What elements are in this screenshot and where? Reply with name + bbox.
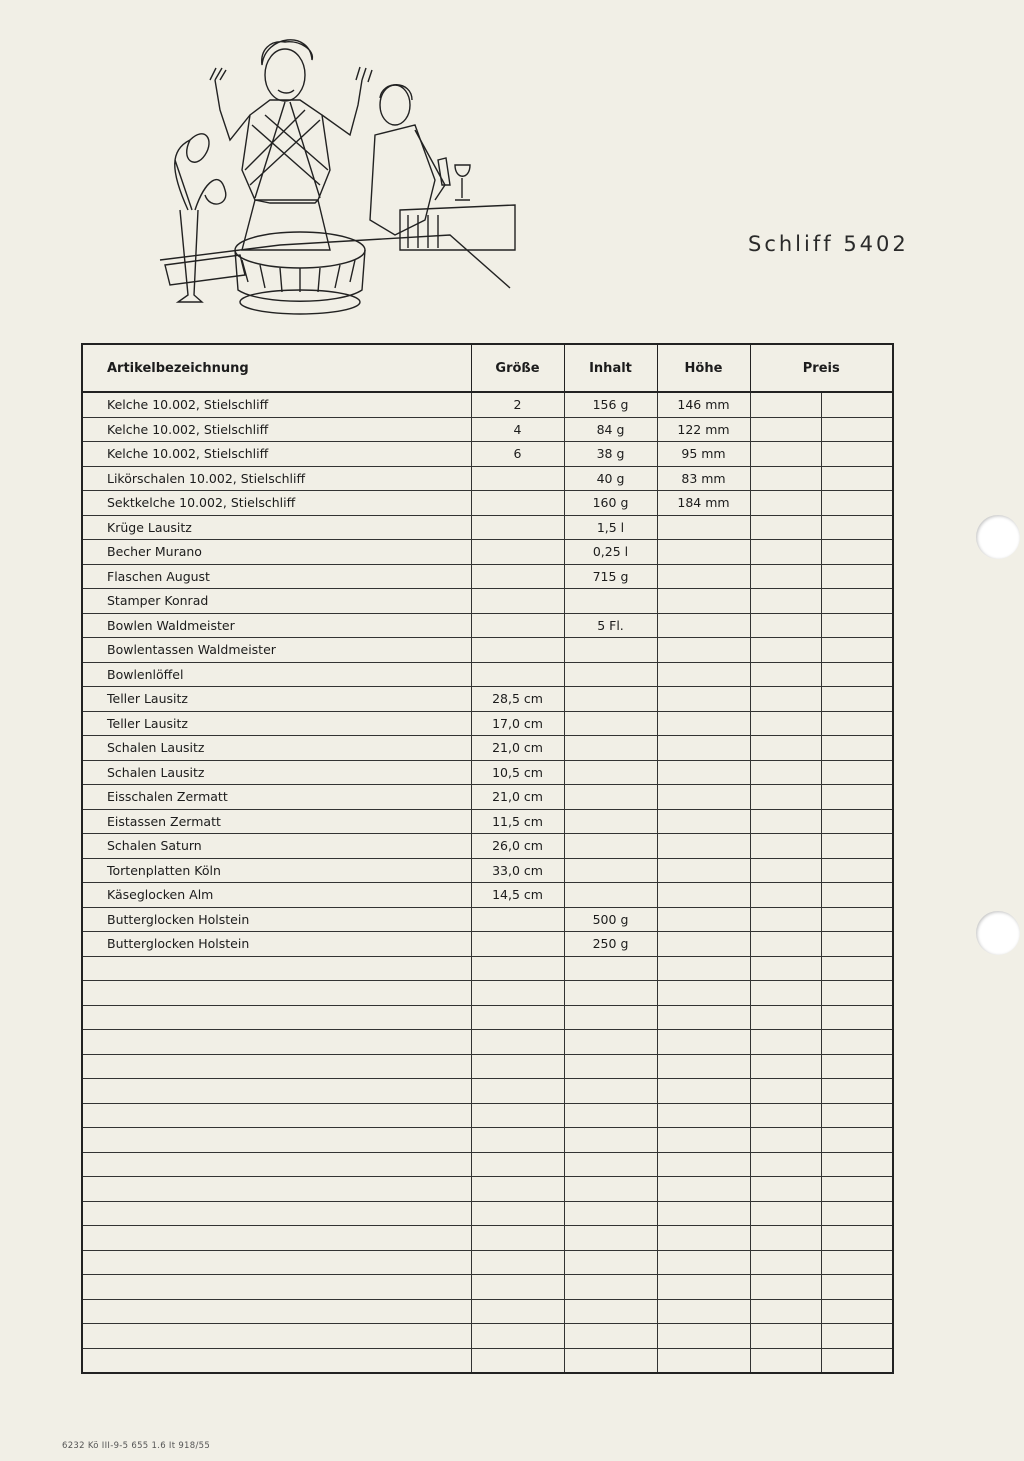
empty-table-row: [82, 1054, 893, 1079]
cell-height: [657, 834, 750, 859]
empty-cell: [657, 1177, 750, 1202]
table-row: [82, 540, 893, 565]
cell-size: [471, 932, 564, 957]
punch-hole: [976, 515, 1020, 559]
empty-cell: [82, 1128, 471, 1153]
empty-cell: [657, 1030, 750, 1055]
cell-price: [750, 687, 821, 712]
cell-size: 11,5 cm: [471, 809, 564, 834]
empty-cell: [657, 1226, 750, 1251]
empty-cell: [821, 1201, 893, 1226]
empty-cell: [564, 1177, 657, 1202]
cell-price: [750, 760, 821, 785]
cell-price: [821, 662, 893, 687]
cell-article: Schalen Lausitz: [82, 760, 471, 785]
cell-price: [821, 466, 893, 491]
cell-article: Teller Lausitz: [82, 687, 471, 712]
cell-content: [564, 711, 657, 736]
cell-price: [750, 564, 821, 589]
cell-price: [821, 785, 893, 810]
empty-cell: [657, 1299, 750, 1324]
cell-size: 28,5 cm: [471, 687, 564, 712]
empty-cell: [564, 1299, 657, 1324]
cell-price: [750, 491, 821, 516]
cell-price: [750, 589, 821, 614]
empty-cell: [471, 1177, 564, 1202]
cell-price: [750, 613, 821, 638]
table-row: [82, 613, 893, 638]
empty-cell: [821, 1324, 893, 1349]
cell-article: Kelche 10.002, Stielschliff: [82, 392, 471, 417]
empty-cell: [821, 981, 893, 1006]
cell-price: [821, 540, 893, 565]
empty-cell: [564, 1226, 657, 1251]
cell-price: [750, 638, 821, 663]
empty-cell: [750, 1226, 821, 1251]
empty-cell: [82, 1275, 471, 1300]
cell-price: [750, 466, 821, 491]
cell-article: Sektkelche 10.002, Stielschliff: [82, 491, 471, 516]
cell-size: 21,0 cm: [471, 785, 564, 810]
cell-size: 2: [471, 392, 564, 417]
cell-content: [564, 760, 657, 785]
table-row: [82, 834, 893, 859]
cell-size: 21,0 cm: [471, 736, 564, 761]
empty-cell: [821, 1226, 893, 1251]
empty-cell: [564, 1348, 657, 1373]
table-row: [82, 442, 893, 467]
empty-cell: [82, 1054, 471, 1079]
empty-cell: [82, 1348, 471, 1373]
print-code: 6232 Kö III-9-5 655 1.6 It 918/55: [62, 1441, 211, 1451]
cell-price: [750, 736, 821, 761]
cell-height: [657, 638, 750, 663]
empty-cell: [750, 1152, 821, 1177]
empty-cell: [82, 1250, 471, 1275]
empty-cell: [564, 1005, 657, 1030]
header-inhalt: Inhalt: [564, 344, 657, 392]
cell-size: [471, 638, 564, 663]
table-row: [82, 711, 893, 736]
empty-cell: [82, 1005, 471, 1030]
cell-article: Flaschen August: [82, 564, 471, 589]
cell-size: [471, 515, 564, 540]
empty-cell: [657, 1348, 750, 1373]
header-preis: Preis: [750, 344, 893, 392]
empty-table-row: [82, 1128, 893, 1153]
table-row: [82, 466, 893, 491]
empty-cell: [82, 1030, 471, 1055]
empty-cell: [750, 1054, 821, 1079]
empty-table-row: [82, 1299, 893, 1324]
cell-price: [750, 540, 821, 565]
cell-article: Kelche 10.002, Stielschliff: [82, 417, 471, 442]
cell-price: [821, 392, 893, 417]
cell-content: [564, 638, 657, 663]
empty-table-row: [82, 1079, 893, 1104]
cell-price: [750, 515, 821, 540]
empty-cell: [821, 1128, 893, 1153]
empty-cell: [471, 1250, 564, 1275]
empty-cell: [82, 1152, 471, 1177]
empty-cell: [657, 1275, 750, 1300]
empty-table-row: [82, 981, 893, 1006]
cell-height: 83 mm: [657, 466, 750, 491]
cell-size: 33,0 cm: [471, 858, 564, 883]
cell-article: Käseglocken Alm: [82, 883, 471, 908]
empty-cell: [471, 1299, 564, 1324]
empty-table-row: [82, 1005, 893, 1030]
empty-cell: [750, 1030, 821, 1055]
empty-cell: [750, 1103, 821, 1128]
cell-height: [657, 760, 750, 785]
empty-table-row: [82, 1324, 893, 1349]
cell-height: [657, 785, 750, 810]
empty-cell: [657, 1054, 750, 1079]
cell-article: Butterglocken Holstein: [82, 907, 471, 932]
header-artikelbezeichnung: Artikelbezeichnung: [82, 344, 471, 392]
empty-cell: [471, 1030, 564, 1055]
cell-content: [564, 589, 657, 614]
empty-table-row: [82, 1177, 893, 1202]
cell-size: 14,5 cm: [471, 883, 564, 908]
cell-price: [750, 907, 821, 932]
cell-content: 156 g: [564, 392, 657, 417]
empty-cell: [564, 1030, 657, 1055]
cell-article: Bowlentassen Waldmeister: [82, 638, 471, 663]
page-title: Schliff 5402: [748, 232, 909, 256]
cell-height: [657, 883, 750, 908]
empty-cell: [471, 1201, 564, 1226]
cell-article: Schalen Lausitz: [82, 736, 471, 761]
empty-cell: [750, 1005, 821, 1030]
article-table: [81, 343, 894, 1374]
cell-content: [564, 785, 657, 810]
table-row: [82, 662, 893, 687]
cell-height: [657, 932, 750, 957]
empty-cell: [821, 1177, 893, 1202]
table-body: [82, 392, 893, 1373]
cell-content: [564, 736, 657, 761]
empty-table-row: [82, 1275, 893, 1300]
empty-cell: [657, 981, 750, 1006]
header-hoehe: Höhe: [657, 344, 750, 392]
empty-cell: [82, 1201, 471, 1226]
empty-table-row: [82, 1152, 893, 1177]
empty-cell: [564, 1324, 657, 1349]
table-row: [82, 760, 893, 785]
empty-table-row: [82, 1103, 893, 1128]
table-row: [82, 932, 893, 957]
cell-price: [750, 662, 821, 687]
cell-content: [564, 858, 657, 883]
empty-cell: [750, 1275, 821, 1300]
empty-cell: [821, 1299, 893, 1324]
empty-cell: [471, 1103, 564, 1128]
punch-hole: [976, 911, 1020, 955]
cell-size: 10,5 cm: [471, 760, 564, 785]
cell-height: [657, 662, 750, 687]
cell-content: [564, 883, 657, 908]
cell-price: [750, 417, 821, 442]
cell-content: 38 g: [564, 442, 657, 467]
empty-cell: [750, 956, 821, 981]
empty-cell: [82, 1079, 471, 1104]
cell-price: [750, 711, 821, 736]
empty-cell: [657, 1324, 750, 1349]
cell-article: Eisschalen Zermatt: [82, 785, 471, 810]
empty-cell: [82, 1103, 471, 1128]
empty-cell: [821, 1250, 893, 1275]
cell-article: Likörschalen 10.002, Stielschliff: [82, 466, 471, 491]
cell-content: [564, 662, 657, 687]
cell-size: [471, 466, 564, 491]
empty-cell: [471, 1152, 564, 1177]
cell-content: [564, 809, 657, 834]
empty-cell: [821, 1275, 893, 1300]
cell-size: 17,0 cm: [471, 711, 564, 736]
cell-price: [821, 834, 893, 859]
cell-size: [471, 589, 564, 614]
cell-article: Krüge Lausitz: [82, 515, 471, 540]
empty-cell: [657, 1152, 750, 1177]
empty-cell: [564, 1152, 657, 1177]
empty-cell: [821, 1079, 893, 1104]
table-row: [82, 589, 893, 614]
table-header-row: [82, 344, 893, 392]
cell-height: [657, 711, 750, 736]
cell-price: [750, 932, 821, 957]
empty-cell: [82, 1324, 471, 1349]
empty-cell: [750, 1324, 821, 1349]
cell-price: [821, 613, 893, 638]
waiter-and-lady-illustration: [150, 20, 530, 320]
cell-article: Butterglocken Holstein: [82, 932, 471, 957]
cell-price: [821, 907, 893, 932]
table-row: [82, 638, 893, 663]
cell-height: [657, 515, 750, 540]
empty-cell: [82, 1177, 471, 1202]
empty-cell: [564, 1275, 657, 1300]
cell-content: 84 g: [564, 417, 657, 442]
table-row: [82, 858, 893, 883]
cell-price: [821, 417, 893, 442]
cell-height: 122 mm: [657, 417, 750, 442]
cell-article: Eistassen Zermatt: [82, 809, 471, 834]
empty-cell: [564, 956, 657, 981]
empty-cell: [82, 956, 471, 981]
table-row: [82, 883, 893, 908]
empty-cell: [657, 1250, 750, 1275]
empty-table-row: [82, 1226, 893, 1251]
table-row: [82, 687, 893, 712]
cell-height: [657, 613, 750, 638]
empty-cell: [471, 1324, 564, 1349]
header-groesse: Größe: [471, 344, 564, 392]
empty-cell: [82, 981, 471, 1006]
cell-height: [657, 907, 750, 932]
cell-price: [821, 515, 893, 540]
cell-price: [821, 442, 893, 467]
cell-height: [657, 858, 750, 883]
cell-price: [750, 392, 821, 417]
cell-price: [821, 638, 893, 663]
empty-cell: [657, 956, 750, 981]
empty-table-row: [82, 1348, 893, 1373]
cell-price: [821, 736, 893, 761]
empty-cell: [564, 1128, 657, 1153]
cell-height: [657, 540, 750, 565]
cell-height: 184 mm: [657, 491, 750, 516]
cell-content: 715 g: [564, 564, 657, 589]
cell-price: [750, 883, 821, 908]
empty-cell: [471, 981, 564, 1006]
cell-content: 160 g: [564, 491, 657, 516]
empty-cell: [821, 1005, 893, 1030]
cell-article: Bowlenlöffel: [82, 662, 471, 687]
table-row: [82, 491, 893, 516]
empty-cell: [657, 1201, 750, 1226]
empty-cell: [657, 1128, 750, 1153]
cell-content: 5 Fl.: [564, 613, 657, 638]
cell-height: [657, 736, 750, 761]
empty-cell: [471, 1226, 564, 1251]
cell-price: [821, 932, 893, 957]
cell-content: 0,25 l: [564, 540, 657, 565]
cell-price: [821, 760, 893, 785]
cell-size: [471, 540, 564, 565]
cell-price: [821, 711, 893, 736]
cell-price: [750, 442, 821, 467]
empty-cell: [657, 1005, 750, 1030]
empty-table-row: [82, 1030, 893, 1055]
empty-cell: [564, 1250, 657, 1275]
cell-size: 4: [471, 417, 564, 442]
cell-height: [657, 589, 750, 614]
cell-content: [564, 834, 657, 859]
empty-cell: [471, 1005, 564, 1030]
cell-height: [657, 809, 750, 834]
empty-cell: [471, 1128, 564, 1153]
empty-table-row: [82, 956, 893, 981]
empty-cell: [750, 1348, 821, 1373]
cell-article: Bowlen Waldmeister: [82, 613, 471, 638]
cell-content: 500 g: [564, 907, 657, 932]
table-row: [82, 515, 893, 540]
cell-article: Stamper Konrad: [82, 589, 471, 614]
empty-cell: [82, 1299, 471, 1324]
cell-content: [564, 687, 657, 712]
cell-content: 250 g: [564, 932, 657, 957]
cell-size: [471, 907, 564, 932]
empty-cell: [564, 1103, 657, 1128]
empty-cell: [657, 1079, 750, 1104]
empty-cell: [564, 1201, 657, 1226]
empty-cell: [564, 1079, 657, 1104]
empty-cell: [750, 981, 821, 1006]
empty-cell: [821, 1103, 893, 1128]
empty-cell: [564, 1054, 657, 1079]
cell-content: 40 g: [564, 466, 657, 491]
empty-cell: [657, 1103, 750, 1128]
cell-height: 146 mm: [657, 392, 750, 417]
cell-price: [750, 834, 821, 859]
cell-content: 1,5 l: [564, 515, 657, 540]
cell-height: [657, 564, 750, 589]
cell-price: [821, 564, 893, 589]
cell-size: [471, 662, 564, 687]
empty-cell: [750, 1201, 821, 1226]
cell-height: 95 mm: [657, 442, 750, 467]
table-row: [82, 736, 893, 761]
cell-price: [821, 687, 893, 712]
cell-price: [750, 858, 821, 883]
cell-size: 26,0 cm: [471, 834, 564, 859]
table-row: [82, 392, 893, 417]
cell-article: Kelche 10.002, Stielschliff: [82, 442, 471, 467]
empty-cell: [82, 1226, 471, 1251]
table-row: [82, 809, 893, 834]
cell-price: [821, 883, 893, 908]
table-row: [82, 564, 893, 589]
cell-size: 6: [471, 442, 564, 467]
empty-cell: [471, 1054, 564, 1079]
cell-price: [821, 589, 893, 614]
empty-cell: [821, 1152, 893, 1177]
cell-price: [750, 785, 821, 810]
empty-cell: [750, 1299, 821, 1324]
empty-cell: [750, 1250, 821, 1275]
cell-price: [750, 809, 821, 834]
empty-cell: [471, 956, 564, 981]
cell-price: [821, 809, 893, 834]
empty-cell: [750, 1079, 821, 1104]
cell-size: [471, 613, 564, 638]
cell-article: Teller Lausitz: [82, 711, 471, 736]
empty-cell: [750, 1177, 821, 1202]
empty-cell: [471, 1079, 564, 1104]
cell-article: Becher Murano: [82, 540, 471, 565]
empty-cell: [471, 1348, 564, 1373]
cell-article: Tortenplatten Köln: [82, 858, 471, 883]
cell-size: [471, 491, 564, 516]
empty-cell: [564, 981, 657, 1006]
table-row: [82, 907, 893, 932]
cell-article: Schalen Saturn: [82, 834, 471, 859]
empty-cell: [821, 956, 893, 981]
empty-cell: [471, 1275, 564, 1300]
empty-table-row: [82, 1250, 893, 1275]
cell-height: [657, 687, 750, 712]
empty-cell: [821, 1054, 893, 1079]
table-row: [82, 785, 893, 810]
empty-cell: [750, 1128, 821, 1153]
empty-table-row: [82, 1201, 893, 1226]
cell-price: [821, 858, 893, 883]
cell-size: [471, 564, 564, 589]
table-row: [82, 417, 893, 442]
cell-price: [821, 491, 893, 516]
empty-cell: [821, 1348, 893, 1373]
empty-cell: [821, 1030, 893, 1055]
